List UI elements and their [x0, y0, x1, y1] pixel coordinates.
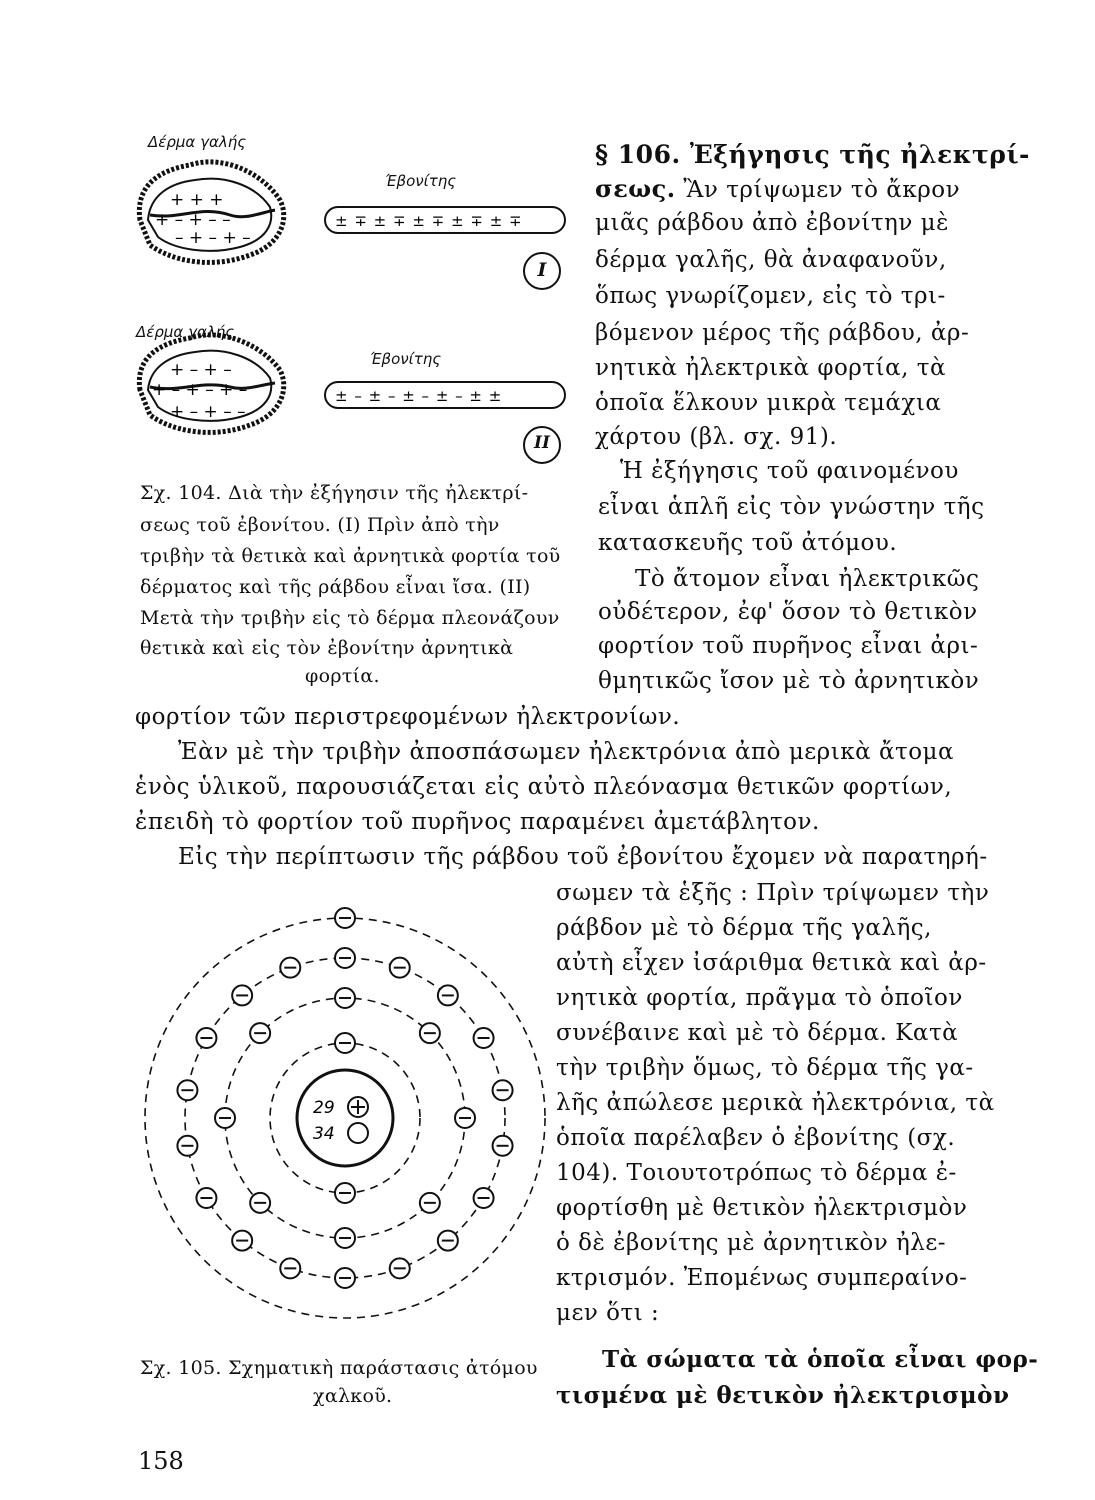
text-line: ἑνὸς ὑλικοῦ, παρουσιάζεται εἰς αὐτὸ πλεόνασμα θετικῶν φορτίων, [135, 774, 953, 800]
text-line: ράβδον μὲ τὸ δέρμα τῆς γαλῆς, [556, 915, 932, 941]
svg-text:+ – + – –: + – + – – [155, 210, 231, 230]
electron [232, 1231, 252, 1251]
svg-text:+ + +: + + + [170, 190, 224, 210]
electron [493, 1080, 513, 1100]
section-heading-cont: σεως. [595, 174, 676, 203]
text-line: χάρτου (βλ. σχ. 91). [595, 424, 838, 450]
text-line: ὁποῖα παρέλαβεν ὁ ἐβονίτης (σχ. [556, 1125, 956, 1151]
text-line: σωμεν τὰ ἑξῆς : Πρὶν τρίψωμεν τὴν [556, 880, 990, 906]
svg-text:– + – + –: – + – + – [175, 228, 251, 248]
electron [474, 1028, 494, 1048]
electron [196, 1188, 216, 1208]
electron [177, 1136, 197, 1156]
text-line: φορτίον τοῦ πυρῆνος εἶναι ἀρι- [598, 633, 979, 659]
electron [335, 1268, 355, 1288]
electron [455, 1108, 475, 1128]
marker-label-2: II [534, 433, 550, 453]
section-heading: § 106. Ἐξήγησις τῆς ἠλεκτρί- [595, 140, 1030, 169]
electron [335, 948, 355, 968]
electron [177, 1080, 197, 1100]
caption-line: δέρματος καὶ τῆς ράβδου εἶναι ἴσα. (II) [140, 576, 531, 598]
figure-105-caption: χαλκοῦ. [313, 1385, 393, 1407]
electron [390, 1258, 410, 1278]
text-line: Τὸ ἄτομον εἶναι ἠλεκτρικῶς [635, 566, 980, 592]
rod-label-1: Έβονίτης [385, 172, 457, 190]
ebonite-rod-2 [325, 382, 565, 408]
caption-line: τριβὴν τὰ θετικὰ καὶ ἀρνητικὰ φορτία τοῦ [140, 545, 561, 567]
text-line: Ἐὰν μὲ τὴν τριβὴν ἀποσπάσωμεν ἠλεκτρόνια ἀπὸ μερικὰ ἄτομα [178, 739, 955, 765]
text-line: αὐτὴ εἶχεν ἰσάριθμα θετικὰ καὶ ἀρ- [556, 950, 987, 976]
copper-atom-diagram [140, 905, 560, 1330]
page-number: 158 [138, 1447, 184, 1475]
text-line: κτρισμόν. Ἐπομένως συμπεραίνο- [556, 1265, 968, 1291]
electron [420, 1193, 440, 1213]
svg-text:± – ± – ± – ± – ± ±: ± – ± – ± – ± – ± ± [335, 387, 503, 405]
text-line: φορτίον τῶν περιστρεφομένων ἠλεκτρονίων. [135, 704, 681, 730]
electron [335, 988, 355, 1008]
text-line: μεν ὅτι : [556, 1300, 660, 1326]
text-line: βόμενον μέρος τῆς ράβδου, ἀρ- [595, 320, 970, 346]
text-line: κατασκευῆς τοῦ ἀτόμου. [598, 530, 898, 556]
conclusion-line: Τὰ σώματα τὰ ὁποῖα εἶναι φορ- [602, 1346, 1039, 1373]
text-line: μιᾶς ράβδου ἀπὸ ἐβονίτην μὲ [595, 210, 949, 236]
electron [280, 958, 300, 978]
text-line: νητικὰ φορτία, πρᾶγμα τὸ ὁποῖον [556, 985, 963, 1011]
svg-text:+ – + – + –: + – + – + – [152, 380, 248, 400]
text-line: εἶναι ἁπλῆ εἰς τὸν γνώστην τῆς [598, 494, 985, 520]
fur-skin-2 [139, 335, 283, 433]
text-line: οὐδέτερον, ἐφ' ὅσον τὸ θετικὸν [598, 599, 978, 625]
svg-text:+ – + – –: + – + – – [170, 402, 246, 422]
caption-line: Σχ. 104. Διὰ τὴν ἐξήγησιν τῆς ἠλεκτρί- [140, 482, 529, 504]
text-line: λῆς ἀπώλεσε μερικὰ ἠλεκτρόνια, τὰ [556, 1090, 995, 1116]
electron [250, 1023, 270, 1043]
svg-text:+ – + –: + – + – [170, 360, 232, 380]
text-line: ὁποῖα ἕλκουν μικρὰ τεμάχια [595, 390, 942, 416]
text-line: θμητικῶς ἴσον μὲ τὸ ἀρνητικὸν [598, 668, 980, 694]
figure-105-caption: Σχ. 105. Σχηματικὴ παράστασις ἀτόμου [140, 1357, 538, 1379]
electron [420, 1023, 440, 1043]
text-line: φορτίσθη μὲ θετικὸν ἠλεκτρισμὸν [556, 1195, 968, 1221]
text-line: δέρμα γαλῆς, θὰ ἀναφανοῦν, [595, 247, 947, 273]
electron [335, 1033, 355, 1053]
neutron-symbol [348, 1123, 368, 1143]
electron [390, 958, 410, 978]
electron [438, 1231, 458, 1251]
electron [493, 1136, 513, 1156]
text-line: Ἂν τρίψωμεν τὸ ἄκρον [683, 177, 961, 203]
fur-skin-1 [139, 162, 283, 263]
rod-label-2: Έβονίτης [370, 350, 442, 368]
text-line: ὅπως γνωρίζομεν, εἰς τὸ τρι- [595, 283, 946, 309]
electron [232, 985, 252, 1005]
electron [250, 1193, 270, 1213]
skin-label-2: Δέρμα γαλής [136, 323, 235, 341]
marker-label-1: I [537, 259, 547, 281]
caption-line: θετικὰ καὶ εἰς τὸν ἐβονίτην ἀρνητικὰ [140, 637, 514, 659]
electron [215, 1108, 235, 1128]
proton-count: 29 [313, 1098, 335, 1118]
text-line: νητικὰ ἠλεκτρικὰ φορτία, τὰ [595, 355, 946, 381]
ebonite-rod-1 [325, 207, 565, 233]
fur-and-rod-diagram [130, 125, 580, 470]
electron [335, 1228, 355, 1248]
skin-label-1: Δέρμα γαλής [148, 133, 247, 151]
svg-text:± ∓ ± ∓ ± ∓ ± ∓ ± ∓: ± ∓ ± ∓ ± ∓ ± ∓ ± ∓ [335, 212, 523, 230]
caption-line: Μετὰ τὴν τριβὴν εἰς τὸ δέρμα πλεονάζουν [140, 607, 560, 629]
electron [474, 1188, 494, 1208]
text-line: ἐπειδὴ τὸ φορτίον τοῦ πυρῆνος παραμένει ἀμετάβλητον. [135, 809, 820, 835]
neutron-count: 34 [313, 1124, 335, 1144]
electron [335, 908, 355, 928]
caption-line: σεως τοῦ ἐβονίτου. (I) Πρὶν ἀπὸ τὴν [140, 514, 500, 536]
text-line: συνέβαινε καὶ μὲ τὸ δέρμα. Κατὰ [556, 1020, 959, 1046]
text-line: ὁ δὲ ἐβονίτης μὲ ἀρνητικὸν ἠλε- [556, 1230, 947, 1256]
electron [438, 985, 458, 1005]
electron [196, 1028, 216, 1048]
electron [335, 1183, 355, 1203]
text-line: 104). Τοιουτοτρόπως τὸ δέρμα ἐ- [556, 1160, 957, 1186]
electron [280, 1258, 300, 1278]
conclusion-line: τισμένα μὲ θετικὸν ἠλεκτρισμὸν [556, 1382, 1010, 1409]
nucleus [297, 1070, 393, 1166]
caption-line: φορτία. [305, 665, 380, 687]
text-line: Ἡ ἐξήγησις τοῦ φαινομένου [620, 458, 959, 484]
text-line: Εἰς τὴν περίπτωσιν τῆς ράβδου τοῦ ἐβονίτου ἔχομεν νὰ παρατηρή- [178, 844, 988, 870]
text-line: τὴν τριβὴν ὅμως, τὸ δέρμα τῆς γα- [556, 1055, 974, 1081]
